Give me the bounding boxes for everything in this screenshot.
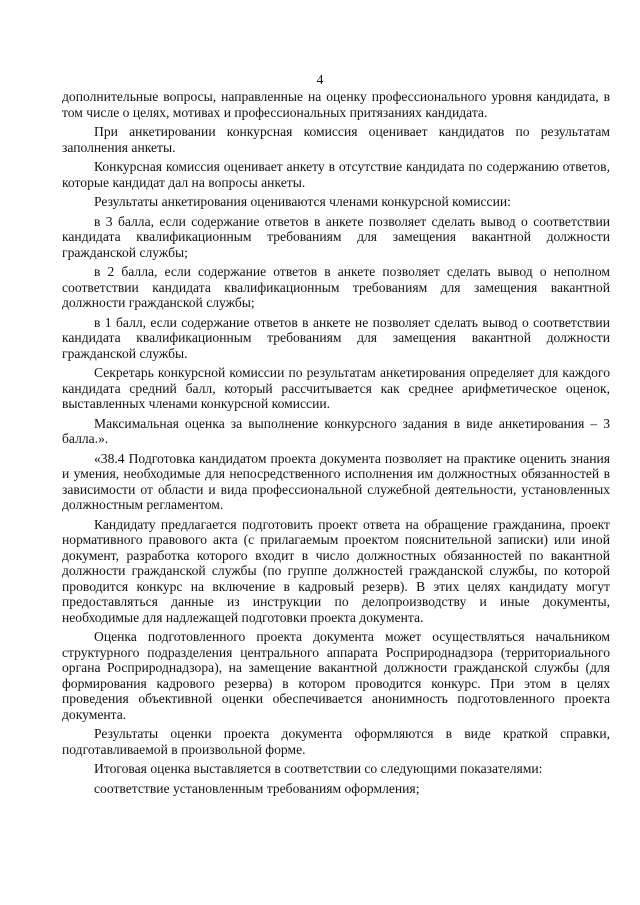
paragraph: Оценка подготовленного проекта документа может осуществляться начальником структурного подразделения центрального аппарата Росприроднадзора (территориального органа Росприроднадзора), на замещение вакантной должности гражданской службы (для формирования кадрового резерва) в котором проводится конкурс. При этом в целях проведения объективной оценки обеспечивается анонимность подготовленного проекта документа. (62, 629, 610, 722)
document-body (62, 89, 610, 800)
paragraph: соответствие установленным требованиям оформления; (94, 780, 420, 796)
paragraph: Максимальная оценка за выполнение конкурсного задания в виде анкетирования – 3 балла.». (62, 415, 610, 446)
paragraph: Итоговая оценка выставляется в соответствии со следующими показателями: (94, 761, 543, 776)
paragraph: в 2 балла, если содержание ответов в анкете позволяет сделать вывод о неполном соответствии кандидата квалификационным требованиям для замещения вакантной должности гражданской службы; (62, 264, 610, 310)
paragraph: Конкурсная комиссия оценивает анкету в отсутствие кандидата по содержанию ответов, которые кандидат дал на вопросы анкеты. (62, 159, 610, 190)
paragraph: в 3 балла, если содержание ответов в анкете позволяет сделать вывод о соответствии кандидата квалификационным требованиям для замещения вакантной должности гражданской службы; (62, 213, 610, 260)
paragraph: Кандидату предлагается подготовить проект ответа на обращение гражданина, проект нормативного правового акта (с прилагаемым проектом пояснительной записки) или иной документ, разработка которого входит в число должностных обязанностей по вакантной должности гражданской службы (по группе должностей гражданской службы, по которой проводится конкурс на включение в кадровый резерв). В этих целях кандидату могут предоставляться данные из инструкции по делопроизводству и иные документы, необходимые для надлежащей подготовки проекта документа. (62, 516, 610, 625)
paragraph: Результаты анкетирования оцениваются членами конкурсной комиссии: (94, 194, 511, 209)
paragraph: «38.4 Подготовка кандидатом проекта документа позволяет на практике оценить знания и умения, необходимые для непосредственного исполнения им должностных обязанностей в зависимости от области и вида профессиональной служебной деятельности, установленных должностным регламентом. (62, 450, 610, 512)
paragraph: дополнительные вопросы, направленные на оценку профессионального уровня кандидата, в том числе о целях, мотивах и профессиональных притязаниях кандидата. (62, 89, 610, 120)
paragraph: Результаты оценки проекта документа оформляются в виде краткой справки, подготавливаемой в произвольной форме. (62, 726, 610, 757)
page-number: 4 (316, 72, 324, 87)
paragraph: в 1 балл, если содержание ответов в анкете не позволяет сделать вывод о соответствии кандидата квалификационным требованиям для замещения вакантной должности гражданской службы. (62, 314, 610, 361)
paragraph: При анкетировании конкурсная комиссия оценивает кандидатов по результатам заполнения анкеты. (62, 124, 610, 155)
paragraph: Секретарь конкурсной комиссии по результатам анкетирования определяет для каждого кандидата средний балл, который рассчитывается как среднее арифметическое оценок, выставленных членами конкурсной комиссии. (62, 365, 610, 411)
